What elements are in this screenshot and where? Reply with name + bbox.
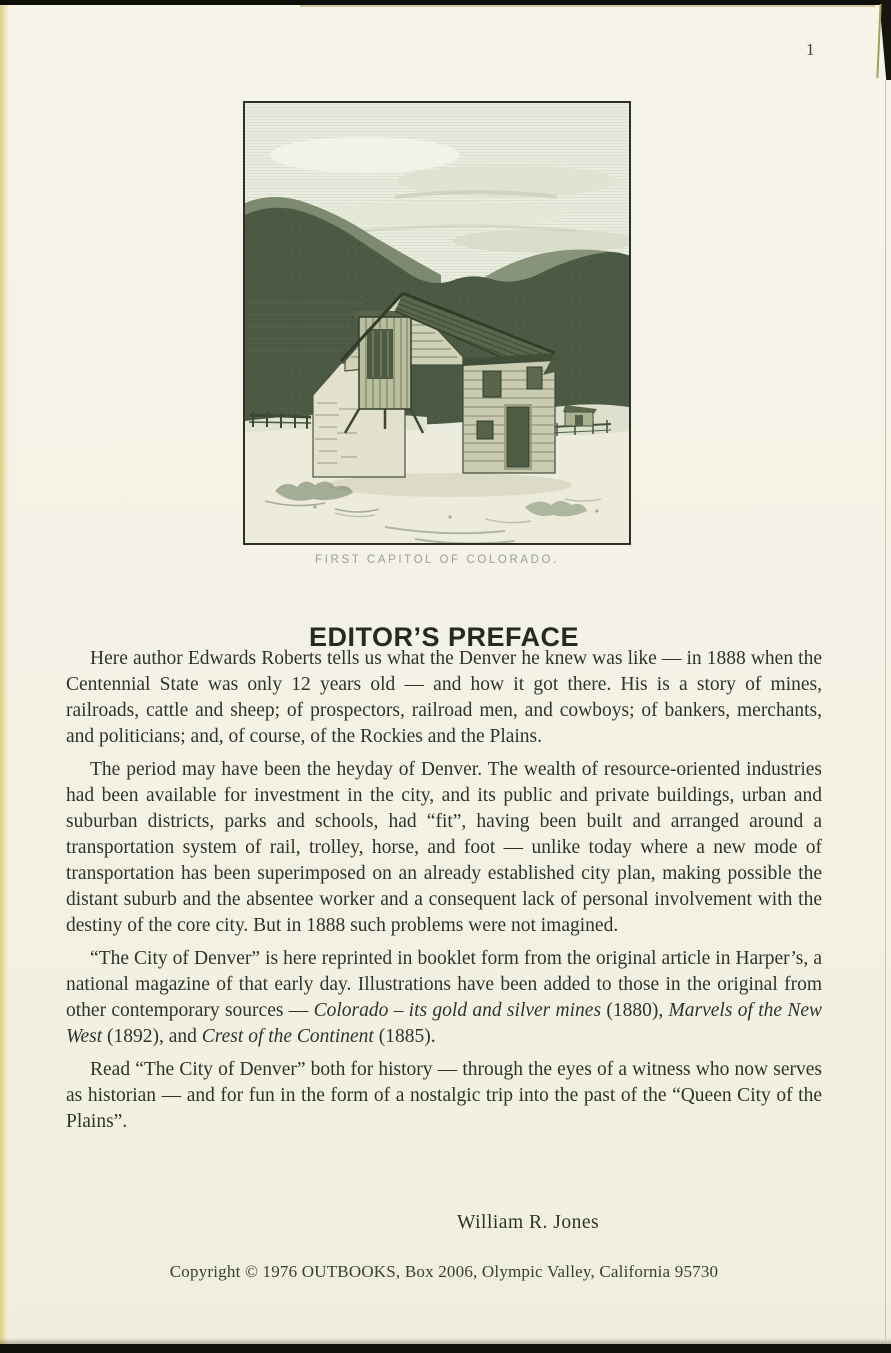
book-spine-edge (0, 5, 9, 1344)
page-edge-right (885, 80, 886, 1339)
preface-heading: EDITOR’S PREFACE (308, 622, 580, 653)
figure-frame (243, 101, 631, 545)
preface-paragraph: “The City of Denver” is here reprinted in booklet form from the original article in Harper’s, a national magazine of that early day. Illustrations have been added to those in the original from other contemporary sources — Colorado – its gold and silver mines (1880), Marvels of the New West (1892), and Crest of the Continent (1885). (66, 948, 822, 1047)
page-edge-top-accent (300, 5, 875, 7)
preface-paragraph: The period may have been the heyday of Denver. The wealth of resource-oriented industries had been available for investment in the city, and its public and private buildings, urban and suburban districts, parks and schools, had “fit”, having been built and arranged around a transportation system of rail, trolley, horse, and foot — unlike today where a new mode of transportation has been superimposed on an already established city plan, making possible the distant suburb and the absentee worker and a consequent lack of personal involvement with the destiny of the core city. But in 1888 such problems were not imagined. (66, 759, 822, 936)
figure-first-capitol (243, 101, 631, 566)
page-number: 1 (806, 40, 815, 59)
figure-caption: FIRST CAPITOL OF COLORADO. (315, 554, 559, 566)
copyright-line: Copyright © 1976 OUTBOOKS, Box 2006, Olympic Valley, California 95730 (169, 1262, 719, 1281)
preface-paragraph: Here author Edwards Roberts tells us what the Denver he knew was like — in 1888 when the Centennial State was only 12 years old — and how it got there. His is a story of mines, railroads, cattle and sheep; of prospectors, railroad men, and cowboys; of bankers, merchants, and politicians; and, of course, of the Rockies and the Plains. (66, 648, 822, 747)
page-edge-bottom (0, 1344, 891, 1353)
preface-body (66, 646, 822, 1142)
preface-paragraph: Read “The City of Denver” both for history — through the eyes of a witness who now serves as historian — and for fun in the form of a nostalgic trip into the past of the “Queen City of the Plains”. (66, 1059, 822, 1132)
first-capitol-illustration (245, 103, 629, 543)
page-corner-accent (876, 4, 881, 78)
author-signature: William R. Jones (457, 1212, 600, 1233)
